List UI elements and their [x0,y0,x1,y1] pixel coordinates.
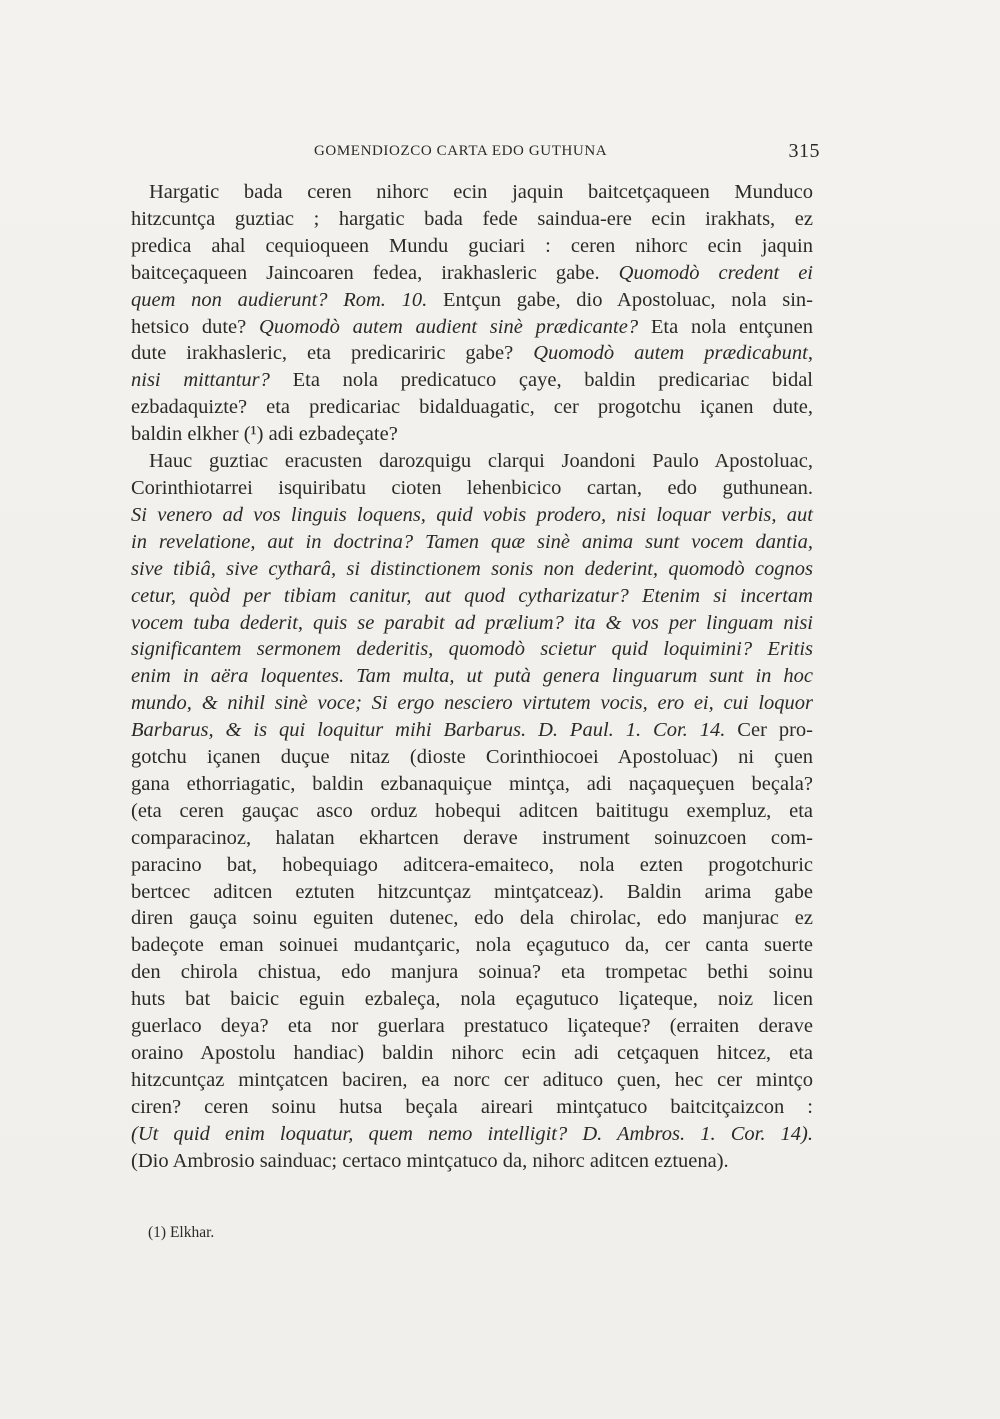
text-segment: Hauc guztiac eracusten darozquigu clarqui Joandoni Paulo Apostoluac, [149,450,813,473]
latin-quotation: quem non audierunt? Rom. 10. [131,288,428,311]
text-line [131,367,813,394]
text-segment: hetsico dute? [131,315,260,338]
running-head: GOMENDIOZCO CARTA EDO GUTHUNA [314,143,608,159]
text-segment: (Dio Ambrosio sainduac; certaco mintçatuco da, nihorc aditcen eztuena). [131,1149,729,1172]
text-line [131,314,813,341]
text-line [131,1040,813,1067]
text-segment: dute irakhasleric, eta predicariric gabe? [131,342,534,365]
text-segment: comparacinoz, halatan ekhartcen derave instrument soinuzcoen com- [131,826,813,849]
text-line [131,179,813,206]
text-segment: Cer pro- [725,719,813,742]
text-segment: predica ahal cequioqueen Mundu guciari : ceren nihorc ecin jaquin [131,234,813,257]
text-line [131,260,813,287]
text-line [131,663,813,690]
latin-quotation: enim in aëra loquentes. Tam multa, ut putà genera linguarum sunt in hoc [131,665,813,688]
text-segment: hitzcuntçaz mintçatcen baciren, ea norc cer adituco çuen, hec cer mintço [131,1068,813,1091]
text-line [131,636,813,663]
text-line [131,583,813,610]
text-segment: guerlaco deya? eta nor guerlara prestatuco liçateque? (erraiten derave [131,1015,813,1038]
latin-quotation: sive tibiâ, sive cytharâ, si distinctionem sonis non dederint, quomodò cognos [131,557,813,580]
text-segment: Entçun gabe, dio Apostoluac, nola sin- [427,288,814,311]
text-segment: Hargatic bada ceren nihorc ecin jaquin baitcetçaqueen Munduco [149,181,813,203]
text-segment: gana ethorriagatic, baldin ezbanaquiçue mintça, adi naçaqueçuen beçala? [131,772,813,795]
text-line [131,879,813,906]
latin-quotation: vocem tuba dederit, quis se parabit ad prælium? ita & vos per linguam nisi [131,611,813,634]
body-text [131,179,813,1175]
text-line [131,1094,813,1121]
text-line [131,475,813,502]
text-line [131,556,813,583]
text-line [131,610,813,637]
page-header [130,140,820,170]
text-line [131,1067,813,1094]
text-line [131,771,813,798]
text-segment: oraino Apostolu handiac) baldin nihorc ecin adi cetçaquen hitcez, eta [131,1042,813,1064]
text-line [131,448,813,475]
text-line [131,932,813,959]
footnote: (1) Elkhar. [148,1224,215,1241]
text-line [131,206,813,233]
text-line [131,798,813,825]
text-segment: Eta nola predicatuco çaye, baldin predicariac bidal [269,369,813,392]
text-line [131,1121,813,1148]
text-line [131,340,813,367]
text-line [131,394,813,421]
latin-quotation: mundo, & nihil sinè voce; Si ergo nesciero virtutem vocis, ero ei, cui loquor [131,692,813,715]
latin-quotation: Quomodò autem prædicabunt, [533,342,813,365]
text-line [131,905,813,932]
text-line [131,233,813,260]
text-segment: den chirola chistua, edo manjura soinua? eta trompetac bethi soinu [131,961,813,984]
text-line [131,825,813,852]
text-segment: ezbadaquizte? eta predicariac bidalduagatic, cer progotchu içanen dute, [131,396,813,419]
text-line [131,502,813,529]
text-line [131,287,813,314]
text-segment: diren gauça soinu eguiten dutenec, edo dela chirolac, edo manjurac ez [131,907,813,930]
text-segment: badeçote eman soinuei mudantçaric, nola eçagutuco da, cer canta suerte [131,934,813,957]
text-line [131,529,813,556]
latin-quotation: Si venero ad vos linguis loquens, quid vobis prodero, nisi loquar verbis, aut [131,503,813,526]
text-line [131,959,813,986]
text-segment: paracino bat, hobequiago aditcera-emaiteco, nola ezten progotchuric [131,853,813,876]
page-number: 315 [788,140,820,162]
latin-quotation: in revelatione, aut in doctrina? Tamen quæ sinè anima sunt vocem dantia, [131,530,813,553]
text-segment: ciren? ceren soinu hutsa beçala aireari mintçatuco baitcitçaizcon : [131,1095,813,1118]
text-line [131,1148,813,1175]
text-segment: gotchu içanen duçue nitaz (dioste Corinthiocoei Apostoluac) ni çuen [131,746,813,769]
text-line [131,852,813,879]
text-segment: Corinthiotarrei isquiribatu cioten lehenbicico cartan, edo guthunean. [131,476,813,499]
text-segment: baitceçaqueen Jaincoaren fedea, irakhasleric gabe. [131,261,619,284]
text-line [131,1013,813,1040]
text-segment: hitzcuntça guztiac ; hargatic bada fede saindua-ere ecin irakhats, ez [131,207,813,230]
text-segment: bertcec aditcen eztuten hitzcuntçaz mintçatceaz). Baldin arima gabe [131,880,813,903]
text-segment: huts bat baicic eguin ezbaleça, nola eçagutuco liçateque, noiz licen [131,988,813,1011]
text-line [131,986,813,1013]
text-line [131,421,813,448]
latin-quotation: Quomodò credent ei [618,261,813,284]
text-line [131,717,813,744]
text-segment: Eta nola entçunen [638,315,813,338]
text-segment: (eta ceren gauçac asco orduz hobequi aditcen baititugu exempluz, eta [131,799,813,822]
text-line [131,744,813,771]
latin-quotation: (Ut quid enim loquatur, quem nemo intelligit? D. Ambros. 1. Cor. 14). [131,1122,813,1145]
text-line [131,690,813,717]
latin-quotation: significantem sermonem dederitis, quomodò scietur quid loquimini? Eritis [131,638,813,661]
latin-quotation: Barbarus, & is qui loquitur mihi Barbarus. D. Paul. 1. Cor. 14. [131,719,726,742]
latin-quotation: cetur, quòd per tibiam canitur, aut quod cytharizatur? Etenim si incertam [131,584,813,607]
latin-quotation: nisi mittantur? [131,369,270,392]
text-segment: baldin elkher (¹) adi ezbadeçate? [131,423,398,446]
latin-quotation: Quomodò autem audient sinè prædicante? [259,315,639,338]
